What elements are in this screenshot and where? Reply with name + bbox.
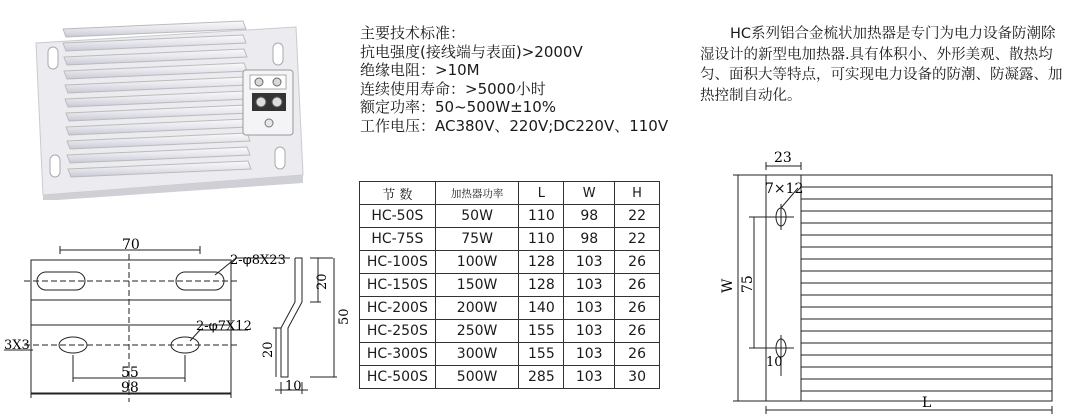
table-cell: 100W (435, 251, 519, 274)
dim-3x3: 3X3 (4, 338, 30, 353)
table-cell: 103 (564, 297, 615, 320)
spec-line: 抗电强度(接线端与表面)>2000V (360, 42, 583, 61)
table-cell: 200W (435, 297, 519, 320)
table-cell: HC-100S (360, 251, 436, 274)
table-cell: HC-50S (360, 205, 436, 228)
dim-w: W (720, 278, 736, 293)
spec-title: 主要技术标准： (360, 24, 466, 42)
bracket-profile (281, 258, 302, 377)
column-header: L (519, 182, 564, 205)
table-cell: 103 (564, 366, 615, 389)
table-cell: 50W (435, 205, 519, 228)
dim-75: 75 (740, 275, 756, 293)
dim-70: 70 (122, 237, 140, 253)
table-cell: HC-500S (360, 366, 436, 389)
table-cell: 75W (435, 228, 519, 251)
dim-50: 50 (337, 308, 352, 325)
spec-block (360, 24, 668, 135)
table-cell: 26 (615, 320, 660, 343)
table-cell: HC-150S (360, 274, 436, 297)
table-cell: 300W (435, 343, 519, 366)
table-cell: HC-300S (360, 343, 436, 366)
intro-paragraph (700, 24, 1070, 106)
table-cell: 103 (564, 343, 615, 366)
table-header-row (360, 182, 660, 205)
table-cell: 128 (519, 274, 564, 297)
dim-l: L (922, 395, 932, 411)
spec-line: 连续使用寿命：>5000小时 (360, 79, 546, 98)
dim-55: 55 (121, 365, 139, 381)
table-cell: 30 (615, 366, 660, 389)
slot-label: 2-φ8X23 (230, 253, 286, 268)
column-header: H (615, 182, 660, 205)
table-cell: 22 (615, 228, 660, 251)
hole-right (171, 337, 199, 353)
table-cell: 150W (435, 274, 519, 297)
table-cell: 128 (519, 251, 564, 274)
dim-10: 10 (285, 379, 302, 394)
table-cell: HC-250S (360, 320, 436, 343)
table-row (360, 205, 660, 228)
table-row (360, 251, 660, 274)
table-cell: 103 (564, 320, 615, 343)
table-cell: HC-200S (360, 297, 436, 320)
spec-table (359, 181, 660, 389)
spec-line: 绝缘电阻：>10M (360, 61, 480, 79)
top-hole-label: 7×12 (765, 181, 804, 197)
table-row (360, 228, 660, 251)
table-cell: 26 (615, 274, 660, 297)
heater-top-view-drawing (718, 148, 1080, 416)
table-cell: 110 (519, 228, 564, 251)
intro-text: HC系列铝合金梳状加热器是专门为电力设备防潮除湿设计的新型电加热器.具有体积小、外形美观、散热均匀、面积大等特点，可实现电力设备的防潮、防凝露、加热控制自动化。 (700, 26, 1063, 104)
dim-20-top: 20 (315, 273, 330, 290)
column-header: 加热器功率 (435, 182, 519, 205)
hole-label: 2-φ7X12 (196, 319, 252, 334)
table-cell: 110 (519, 205, 564, 228)
spec-line: 额定功率：50~500W±10% (360, 98, 557, 116)
table-cell: HC-75S (360, 228, 436, 251)
table-cell: 98 (564, 205, 615, 228)
dim-10-right: 10 (766, 355, 783, 370)
table-cell: 98 (564, 228, 615, 251)
table-cell: 285 (519, 366, 564, 389)
spec-line: 工作电压：AC380V、220V;DC220V、110V (360, 116, 669, 135)
table-cell: 140 (519, 297, 564, 320)
side-profile-drawing (255, 250, 355, 400)
table-row (360, 274, 660, 297)
table-row (360, 343, 660, 366)
table-cell: 500W (435, 366, 519, 389)
table-cell: 26 (615, 297, 660, 320)
dim-20-bottom: 20 (261, 341, 276, 358)
dim-98: 98 (121, 380, 139, 396)
column-header: 节 数 (360, 182, 436, 205)
table-cell: 103 (564, 274, 615, 297)
table-cell: 155 (519, 343, 564, 366)
dim-23: 23 (774, 150, 792, 166)
table-cell: 22 (615, 205, 660, 228)
table-cell: 103 (564, 251, 615, 274)
fin-lines (801, 187, 1052, 391)
column-header: W (564, 182, 615, 205)
table-cell: 26 (615, 343, 660, 366)
table-cell: 26 (615, 251, 660, 274)
heater-product-image (28, 15, 318, 200)
table-cell: 155 (519, 320, 564, 343)
table-row (360, 297, 660, 320)
table-cell: 250W (435, 320, 519, 343)
table-row (360, 320, 660, 343)
table-row (360, 366, 660, 389)
